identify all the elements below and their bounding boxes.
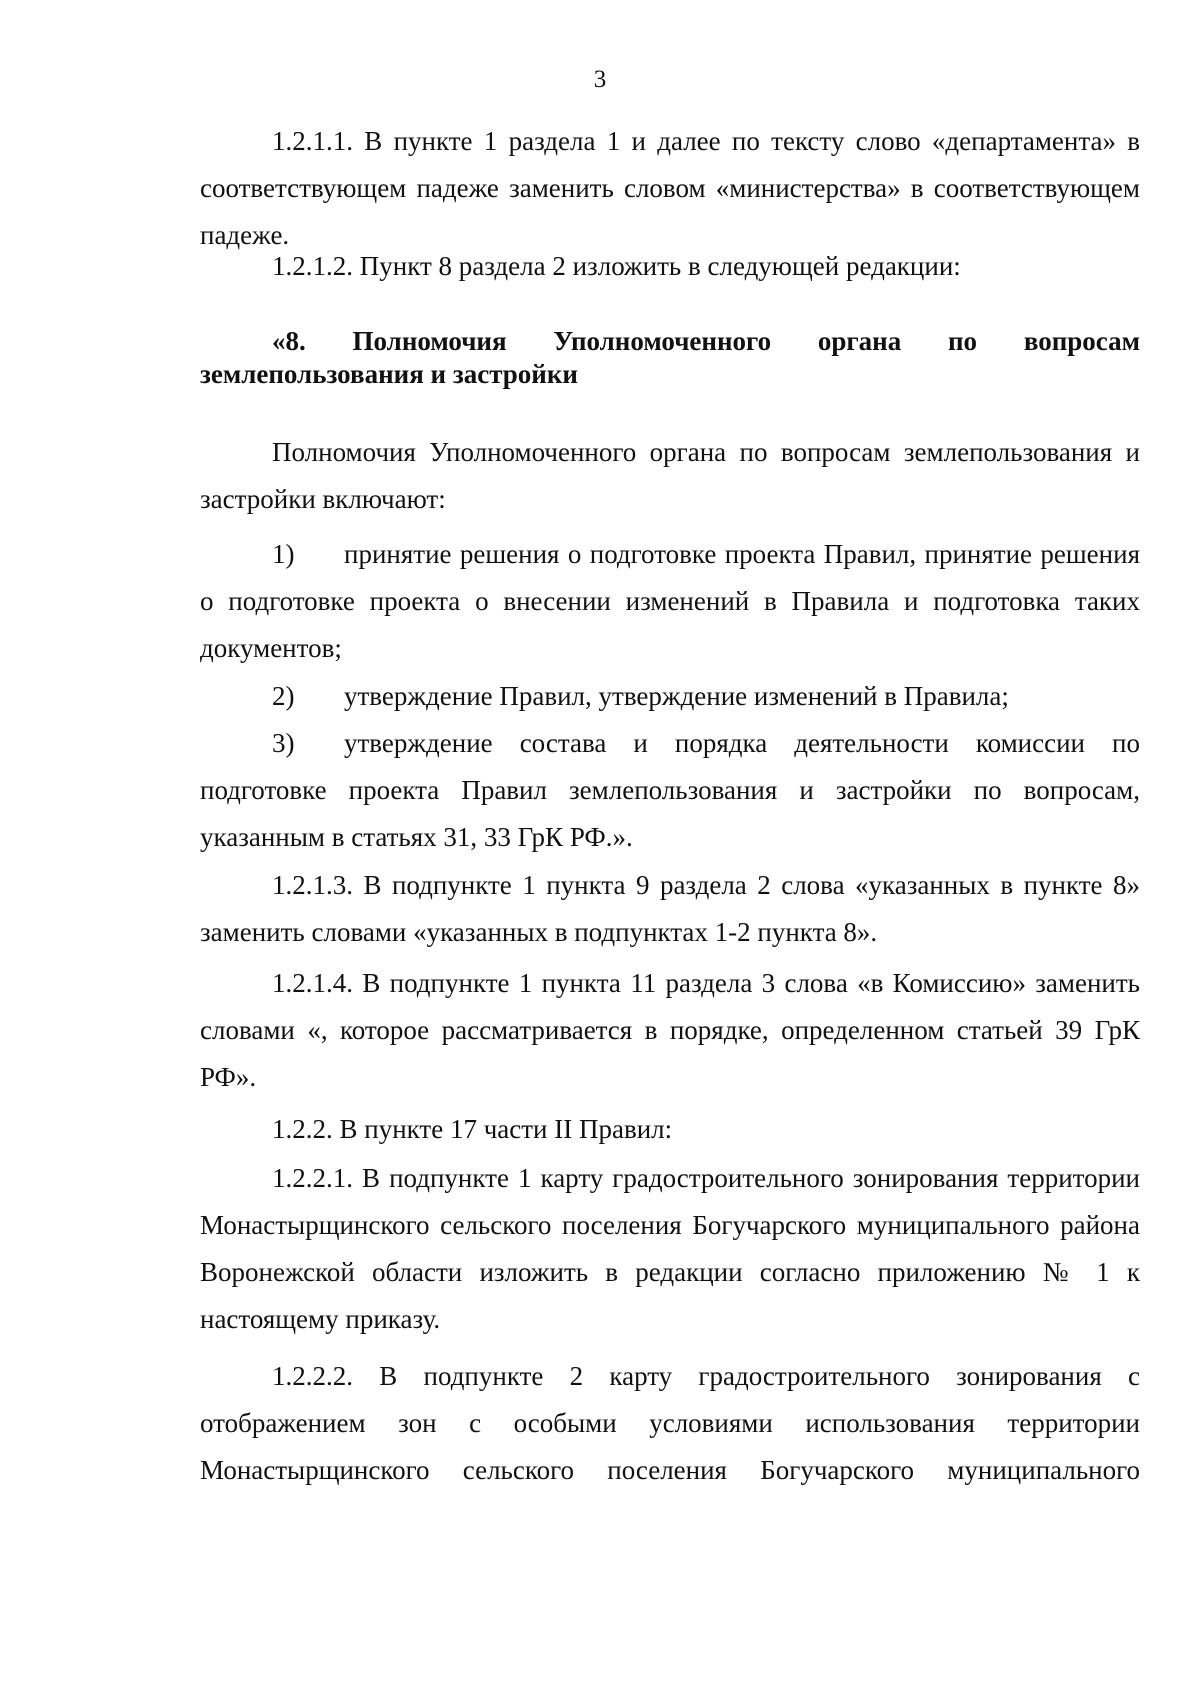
page-number: 3 <box>593 66 607 93</box>
paragraph-1-2-1-2: 1.2.1.2. Пункт 8 раздела 2 изложить в следующей редакции: <box>272 251 961 281</box>
paragraph-1-2-2: 1.2.2. В пункте 17 части II Правил: <box>272 1114 673 1144</box>
paragraph-1-2-2-2: 1.2.2.2. В подпункте 2 карту градостроительного зонирования с отображением зон с особыми условиями использования территории Монастырщинского сельского поселения Богучарского муниципального <box>200 1361 1140 1485</box>
list-item-3-text: утверждение состава и порядка деятельности комиссии по подготовке проекта Правил землепользования и застройки по вопросам, указанным в статьях 31, 33 ГрК РФ.». <box>200 728 1140 852</box>
list-item-3-number: 3) <box>272 728 295 758</box>
list-item-1 <box>200 531 1140 672</box>
section-heading-8: «8. Полномочия Уполномоченного органа по вопросам землепользования и застройки <box>200 326 1140 389</box>
list-item-1-number: 1) <box>272 539 295 569</box>
list-item-3 <box>200 720 1140 861</box>
list-item-2-number: 2) <box>272 681 295 711</box>
paragraph-1-2-1-4: 1.2.1.4. В подпункте 1 пункта 11 раздела 3 слова «в Комиссию» заменить словами «, которое рассматривается в порядке, определенном статьей 39 ГрК РФ». <box>200 968 1140 1092</box>
paragraph-powers-intro: Полномочия Уполномоченного органа по вопросам землепользования и застройки включают: <box>200 437 1140 514</box>
paragraph-1-2-1-3: 1.2.1.3. В подпункте 1 пункта 9 раздела 2 слова «указанных в пункте 8» заменить словами «указанных в подпунктах 1-2 пункта 8». <box>200 870 1140 947</box>
paragraph-1-2-1-1: 1.2.1.1. В пункте 1 раздела 1 и далее по тексту слово «департамента» в соответствующем падеже заменить словом «министерства» в соответствующем падеже. <box>200 126 1140 250</box>
list-item-2 <box>200 673 1140 720</box>
list-item-2-text: утверждение Правил, утверждение изменений в Правила; <box>344 681 1009 711</box>
paragraph-1-2-2-1: 1.2.2.1. В подпункте 1 карту градостроительного зонирования территории Монастырщинского сельского поселения Богучарского муниципального района Воронежской области изложить в редакции согласно приложению № 1 к настоящему приказу. <box>200 1163 1140 1334</box>
list-item-1-text: принятие решения о подготовке проекта Правил, принятие решения о подготовке проекта о внесении изменений в Правила и подготовка таких документов; <box>200 539 1140 663</box>
